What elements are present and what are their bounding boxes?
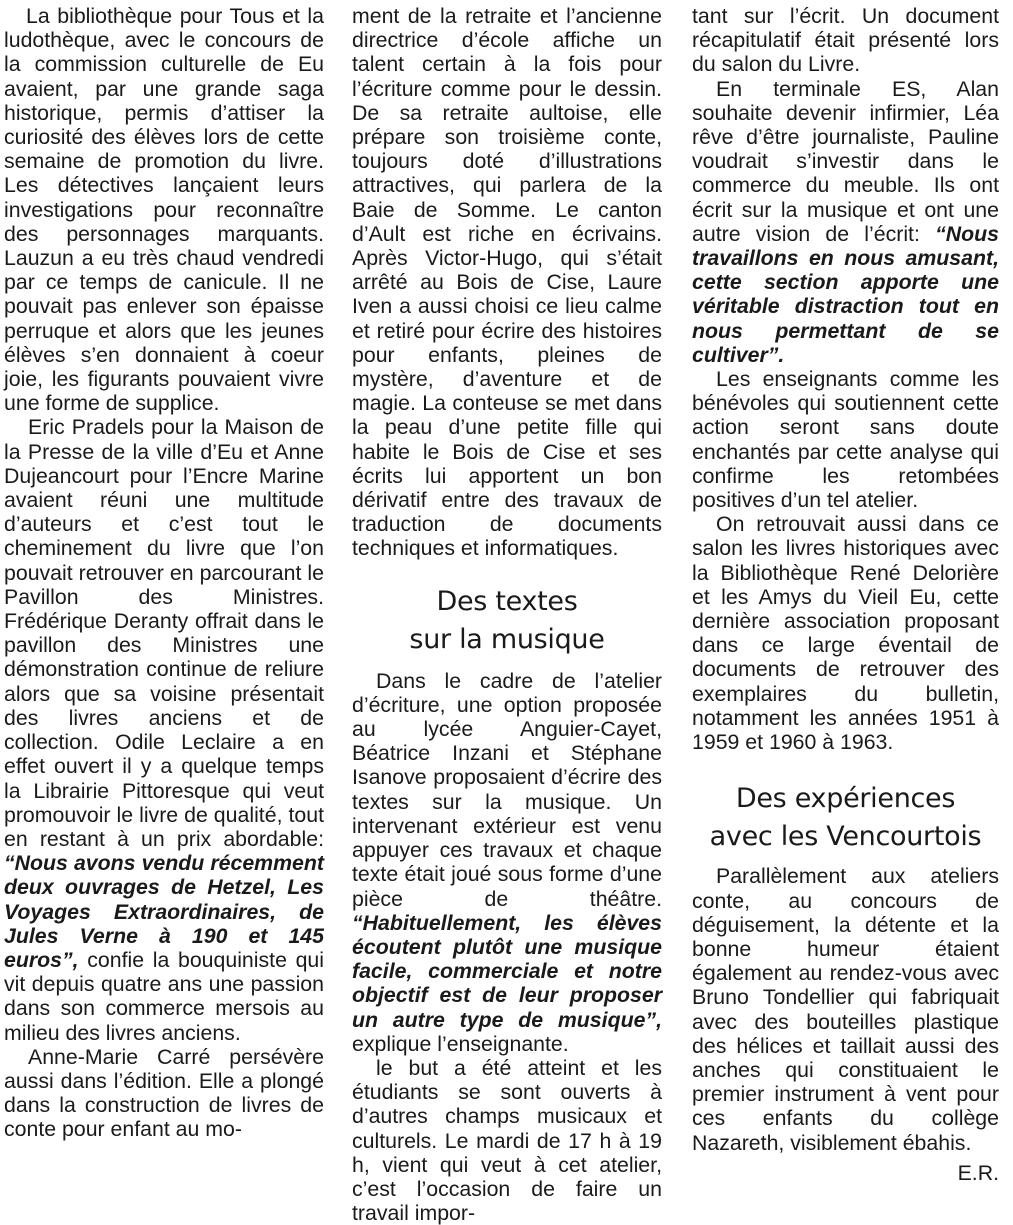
paragraph <box>352 669 662 1056</box>
paragraph-text: Eric Pradels pour la Maison de la Presse de la ville d’Eu et Anne Dujeancourt pour l’Encre Marine avaient réuni une multitude d’auteurs et c’est tout le cheminement du livre que l’on pouvait retrouver en parcourant le Pavillon des Ministres. Frédérique Deranty offrait dans le pavillon des Ministres une démonstration continue de reliure alors que sa voisine présentait des livres anciens et de collection. Odile Leclaire a en effet ouvert il y a quelque temps la Librairie Pittoresque qui veut promouvoir le livre de qualité, tout en restant à un prix abordable: <box>4 415 324 851</box>
paragraph: Anne-Marie Carré persévère aussi dans l’édition. Elle a plongé dans la construction de livres de conte pour enfant au mo- <box>4 1044 324 1142</box>
paragraph: On retrouvait aussi dans ce salon les livres historiques avec la Bibliothèque René Delorière et les Amys du Vieil Eu, cette dernière association proposant dans ce large éventail de documents de retrouver des exemplaires du bulletin, notamment les années 1951 à 1959 et 1960 à 1963. <box>692 512 999 755</box>
heading-line: sur la musique <box>409 623 605 655</box>
section-heading <box>352 583 662 659</box>
heading-line: avec les Vencourtois <box>709 821 982 853</box>
section-heading <box>692 780 999 856</box>
quote: “Nous avons vendu récemment deux ouvrages de Hetzel, Les Voyages Extraordinaires, de Jules Verne à 190 et 145 euros”, <box>4 851 324 972</box>
paragraph-text: En terminale ES, Alan souhaite devenir infirmier, Léa rêve d’être journaliste, Pauline voudrait s’investir dans le commerce du meuble. Ils ont écrit sur la musique et ont une autre vision de l’écrit: <box>692 76 999 246</box>
quote: “Habituellement, les élèves écoutent plutôt une musique facile, commerciale et notre objectif est de leur proposer un autre type de musique”, <box>352 910 662 1032</box>
paragraph <box>692 77 999 367</box>
paragraph: La bibliothèque pour Tous et la ludothèque, avec le concours de la commission culturelle de Eu avaient, par une grande saga historique, permis d’attiser la curiosité des élèves lors de cette semaine de promotion du livre. Les détectives lançaient leurs investigations pour reconnaître des personnages marquants. Lauzun a eu très chaud vendredi par ce temps de canicule. Il ne pouvait pas enlever son épaisse perruque et alors que les jeunes élèves s’en donnaient à coeur joie, les figurants pouvaient vivre une forme de supplice. <box>4 4 324 416</box>
paragraph: Les enseignants comme les bénévoles qui soutiennent cette action seront sans doute enchantés par cette analyse qui confirme les retombées positives d’un tel atelier. <box>692 367 999 513</box>
article-column-2 <box>352 4 662 1225</box>
heading-line: Des expériences <box>735 783 956 815</box>
author-signature: E.R. <box>957 1160 999 1185</box>
paragraph: le but a été atteint et les étudiants se sont ouverts à d’autres champs musicaux et culturels. Le mardi de 17 h à 19 h, vient qui veut à cet atelier, c’est l’occasion de faire un travail impor- <box>352 1055 662 1225</box>
quote: “Nous travaillons en nous amusant, cette section apporte une véritable distraction tout en nous permettant de se cultiver”. <box>692 221 999 367</box>
paragraph-text: confie la bouquiniste qui vit depuis quatre ans une passion dans son commerce mersois au milieu des livres anciens. <box>4 947 324 1045</box>
paragraph: Parallèlement aux ateliers conte, au concours de déguisement, la détente et la bonne humeur étaient également au rendez-vous avec Bruno Tondellier qui fabriquait avec des bouteilles plastique des hélices et taillait aussi des anches qui constituaient le premier instrument à vent pour ces enfants du collège Nazareth, visiblement ébahis. <box>692 864 999 1155</box>
article-column-1 <box>4 4 324 1142</box>
paragraph: ment de la retraite et l’ancienne directrice d’école affiche un talent certain à la fois pour l’écriture comme pour le dessin. De sa retraite aultoise, elle prépare son troisième conte, toujours doté d’illustrations attractives, qui parlera de la Baie de Somme. Le canton d’Ault est riche en écrivains. Après Victor-Hugo, qui s’était arrêté au Bois de Cise, Laure Iven a aussi choisi ce lieu calme et retiré pour écrire des histoires pour enfants, pleines de mystère, d’aventure et de magie. La conteuse se met dans la peau d’une petite fille qui habite le Bois de Cise et ses écrits lui apportent un bon dérivatif entre des travaux de traduction de documents techniques et informatiques. <box>352 4 662 561</box>
paragraph-text: Dans le cadre de l’atelier d’écriture, une option proposée au lycée Anguier-Cayet, Béatrice Inzani et Stéphane Isanove proposaient d’écrire des textes sur la musique. Un intervenant extérieur est venu appuyer ces travaux et chaque texte était joué sous forme d’une pièce de théâtre. <box>352 668 662 911</box>
paragraph-text: explique l’enseignante. <box>352 1031 569 1056</box>
paragraph: tant sur l’écrit. Un document récapitulatif était présenté lors du salon du Livre. <box>692 4 999 77</box>
paragraph <box>4 415 324 1044</box>
heading-line: Des textes <box>436 585 578 617</box>
article-column-3 <box>692 4 999 1185</box>
